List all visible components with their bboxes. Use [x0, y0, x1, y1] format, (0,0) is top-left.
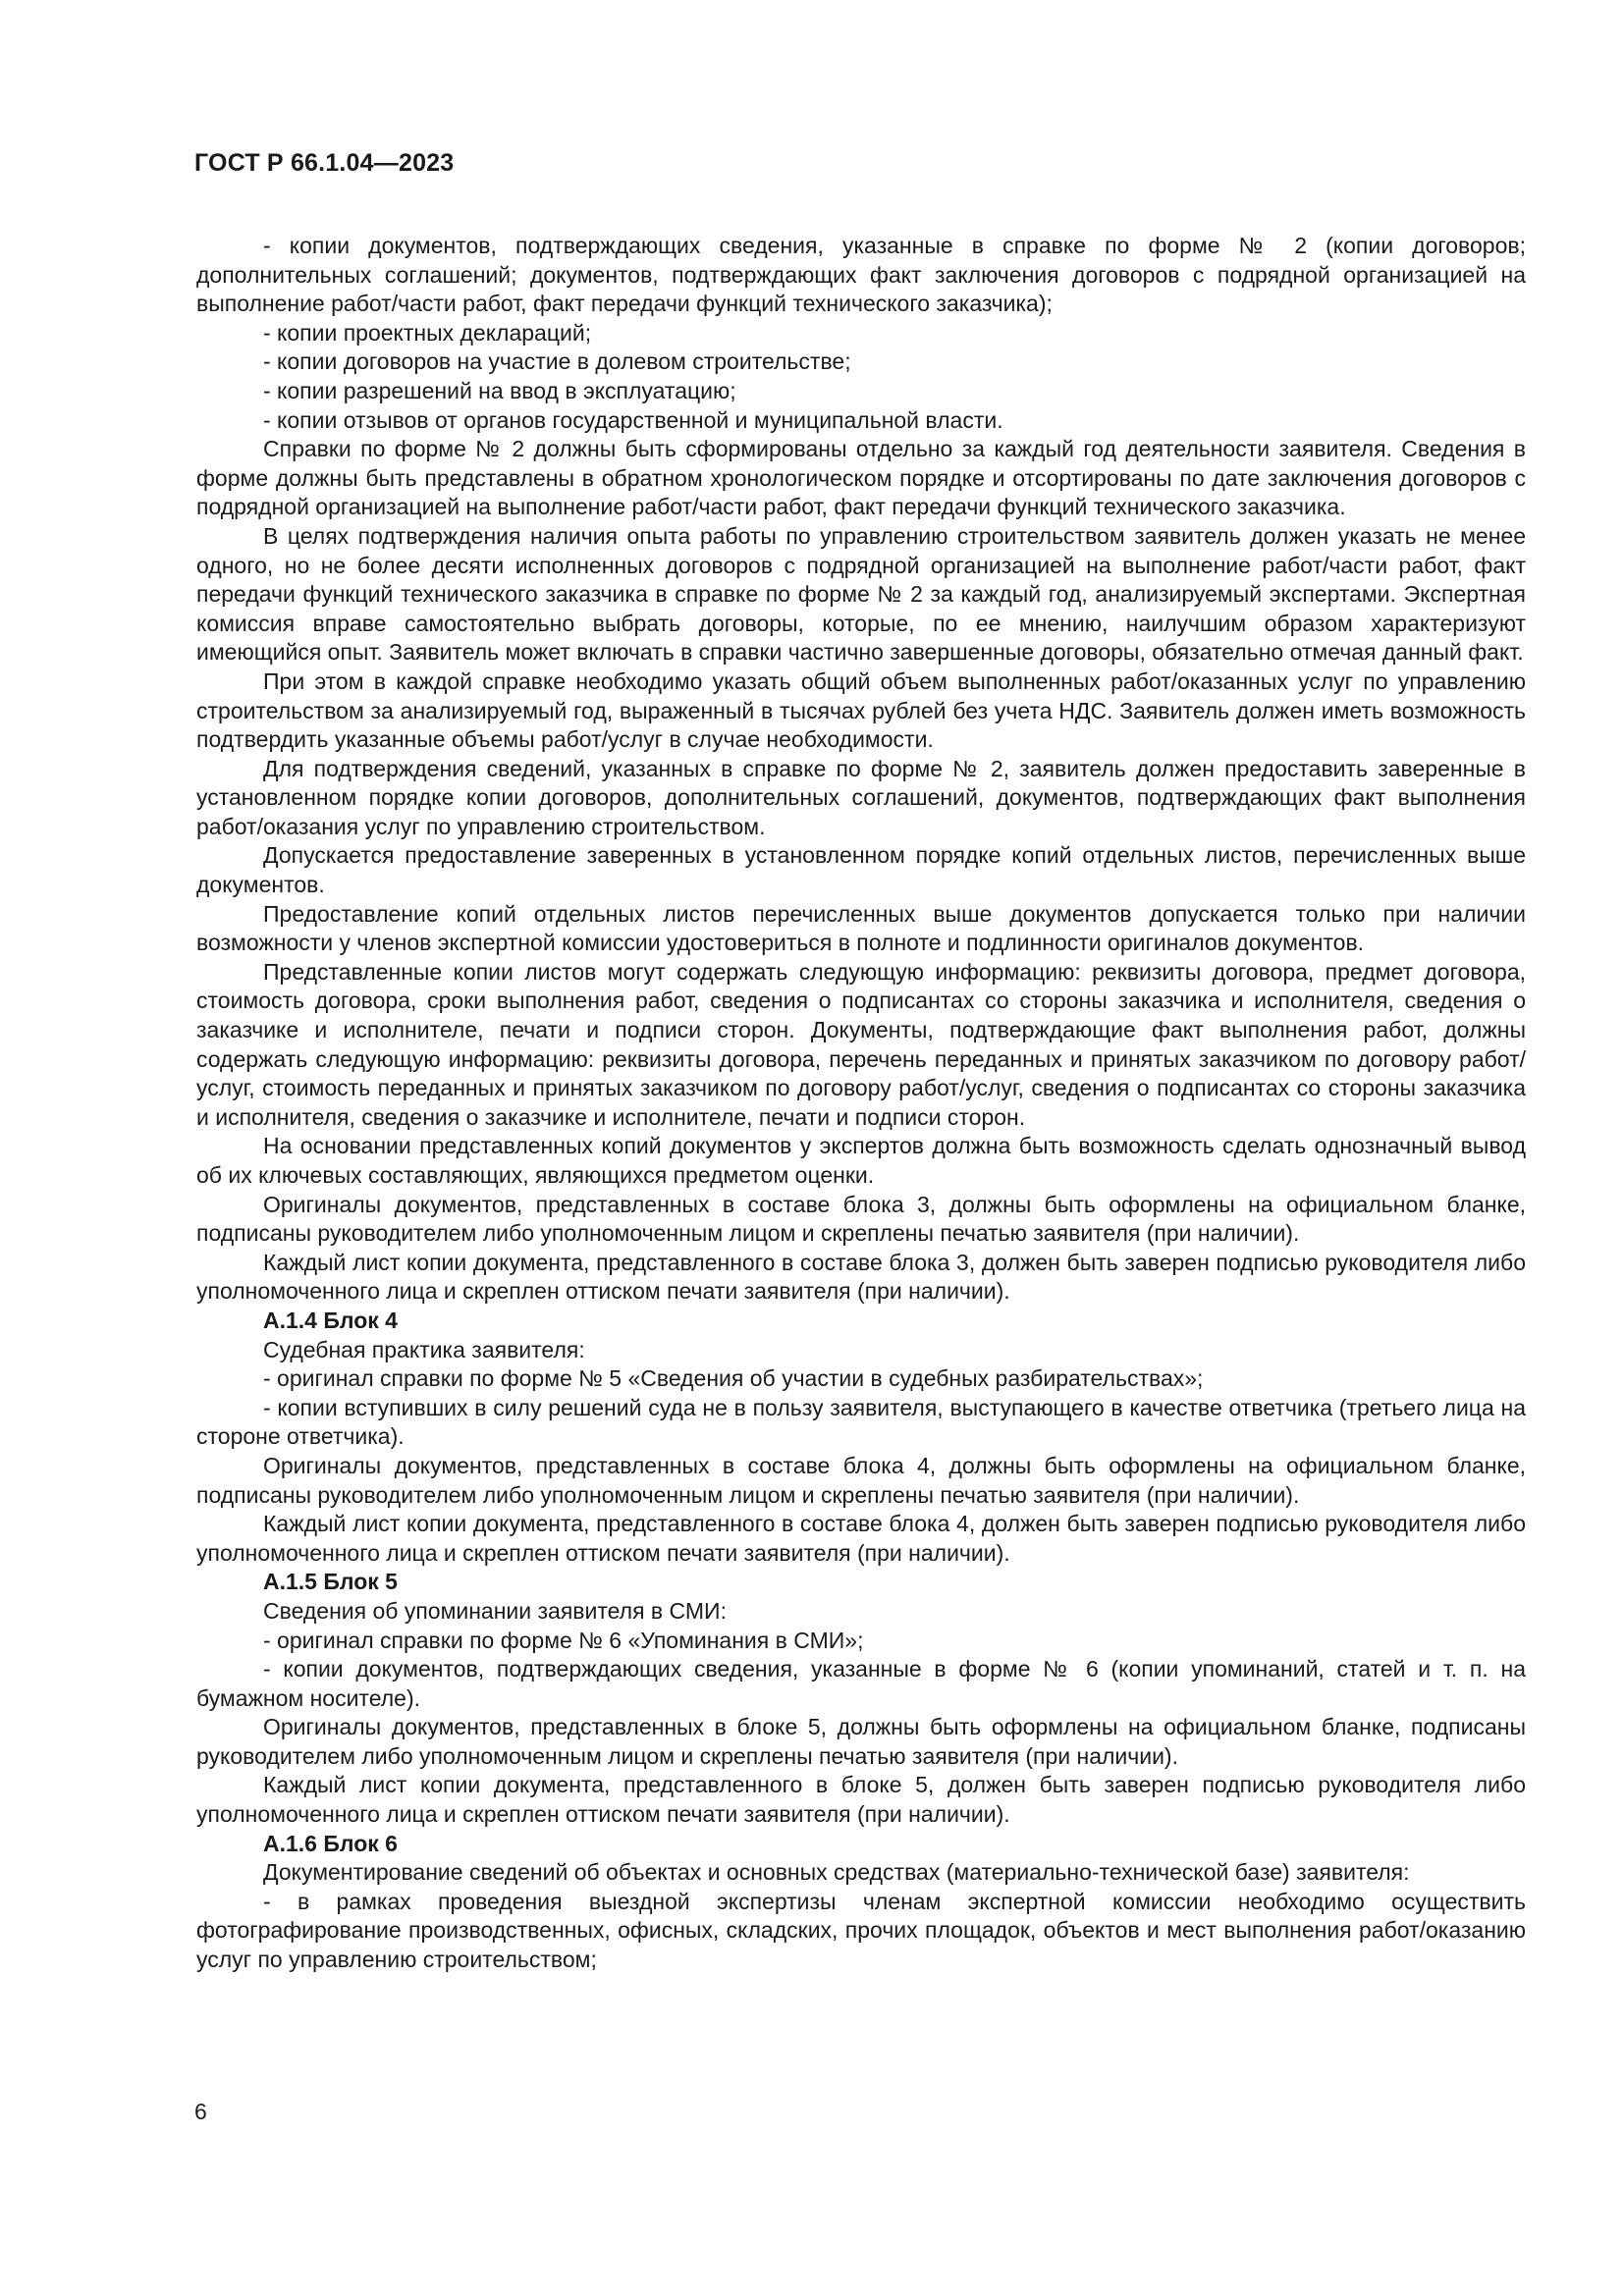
paragraph: Документирование сведений об объектах и основных средствах (материально-технической базе) заявителя:	[263, 1859, 1410, 1886]
paragraph: Для подтверждения сведений, указанных в справке по форме № 2, заявитель должен предоставить заверенные в установленном порядке копии договоров, дополнительных соглашений, документов, подтверждающих факт выполнения работ/оказания услуг по управлению строительством.	[196, 755, 1526, 839]
paragraph: При этом в каждой справке необходимо указать общий объем выполненных работ/оказанных услуг по управлению строительством за анализируемый год, выраженный в тысячах рублей без учета НДС. Заявитель должен иметь возможность подтвердить указанные объемы работ/услуг в случае необходимости.	[196, 667, 1526, 753]
page-number: 6	[194, 2099, 207, 2124]
paragraph: Представленные копии листов могут содержать следующую информацию: реквизиты договора, предмет договора, стоимость договора, сроки выполнения работ, сведения о подписантах со стороны заказчика и исполнителя, сведения о заказчике и исполнителе, печати и подписи сторон. Документы, подтверждающие факт выполнения работ, должны содержать следующую информацию: реквизиты договора, перечень переданных и принятых заказчиком по договору работ/услуг, стоимость переданных и принятых заказчиком по договору работ/услуг, сведения о подписантах со стороны заказчика и исполнителя, сведения о заказчике и исполнителе, печати и подписи сторон.	[196, 958, 1526, 1130]
list-item: - копии отзывов от органов государственной и муниципальной власти.	[263, 406, 1003, 433]
list-item: - копии разрешений на ввод в эксплуатацию;	[263, 377, 736, 403]
list-item: - копии документов, подтверждающих сведения, указанные в форме № 6 (копии упоминаний, статей и т. п. на бумажном носителе).	[196, 1656, 1526, 1711]
document-header: ГОСТ Р 66.1.04—2023	[194, 149, 455, 177]
paragraph: На основании представленных копий документов у экспертов должна быть возможность сделать однозначный вывод об их ключевых составляющих, являющихся предметом оценки.	[196, 1133, 1526, 1188]
document-body	[196, 232, 1526, 1975]
paragraph: Судебная практика заявителя:	[263, 1336, 585, 1362]
section-heading: А.1.6 Блок 6	[263, 1830, 398, 1856]
paragraph: Справки по форме № 2 должны быть сформированы отдельно за каждый год деятельности заявителя. Сведения в форме должны быть представлены в обратном хронологическом порядке и отсортированы по дате заключения договоров с подрядной организацией на выполнение работ/части работ, факт передачи функций технического заказчика.	[196, 436, 1526, 520]
paragraph: Оригиналы документов, представленных в составе блока 4, должны быть оформлены на официальном бланке, подписаны руководителем либо уполномоченным лицом и скреплены печатью заявителя (при наличии).	[196, 1452, 1526, 1508]
paragraph: Каждый лист копии документа, представленного в составе блока 4, должен быть заверен подписью руководителя либо уполномоченного лица и скреплен оттиском печати заявителя (при наличии).	[196, 1511, 1526, 1566]
section-heading: А.1.5 Блок 5	[263, 1569, 398, 1595]
paragraph: В целях подтверждения наличия опыта работы по управлению строительством заявитель должен указать не менее одного, но не более десяти исполненных договоров с подрядной организацией на выполнение работ/части работ, факт передачи функций технического заказчика в справке по форме № 2 за каждый год, анализируемый экспертами. Экспертная комиссия вправе самостоятельно выбрать договоры, которые, по ее мнению, наилучшим образом характеризуют имеющийся опыт. Заявитель может включать в справки частично завершенные договоры, обязательно отмечая данный факт.	[196, 522, 1526, 666]
section-heading: А.1.4 Блок 4	[263, 1307, 398, 1333]
list-item: - копии вступивших в силу решений суда не в пользу заявителя, выступающего в качестве ответчика (третьего лица на стороне ответчика).	[196, 1394, 1526, 1450]
list-item: - копии проектных деклараций;	[263, 319, 592, 346]
paragraph: Сведения об упоминании заявителя в СМИ:	[263, 1597, 727, 1624]
list-item: - оригинал справки по форме № 6 «Упоминания в СМИ»;	[263, 1627, 864, 1653]
list-item: - копии договоров на участие в долевом строительстве;	[263, 348, 851, 375]
paragraph: Каждый лист копии документа, представленного в блоке 5, должен быть заверен подписью руководителя либо уполномоченного лица и скреплен оттиском печати заявителя (при наличии).	[196, 1772, 1526, 1828]
list-item: - оригинал справки по форме № 5 «Сведения об участии в судебных разбирательствах»;	[263, 1365, 1204, 1392]
list-item: - копии документов, подтверждающих сведения, указанные в справке по форме № 2 (копии договоров; дополнительных соглашений; документов, подтверждающих факт заключения договоров с подрядной организацией на выполнение работ/части работ, факт передачи функций технического заказчика);	[196, 233, 1526, 317]
paragraph: Каждый лист копии документа, представленного в составе блока 3, должен быть заверен подписью руководителя либо уполномоченного лица и скреплен оттиском печати заявителя (при наличии).	[196, 1249, 1526, 1305]
paragraph: Оригиналы документов, представленных в составе блока 3, должны быть оформлены на официальном бланке, подписаны руководителем либо уполномоченным лицом и скреплены печатью заявителя (при наличии).	[196, 1191, 1526, 1247]
paragraph: Допускается предоставление заверенных в установленном порядке копий отдельных листов, перечисленных выше документов.	[196, 842, 1526, 898]
paragraph: Предоставление копий отдельных листов перечисленных выше документов допускается только при наличии возможности у членов экспертной комиссии удостовериться в полноте и подлинности оригиналов документов.	[196, 900, 1526, 956]
paragraph: Оригиналы документов, представленных в блоке 5, должны быть оформлены на официальном бланке, подписаны руководителем либо уполномоченным лицом и скреплены печатью заявителя (при наличии).	[196, 1714, 1526, 1769]
list-item: - в рамках проведения выездной экспертизы членам экспертной комиссии необходимо осуществить фотографирование производственных, офисных, складских, прочих площадок, объектов и мест выполнения работ/оказанию услуг по управлению строительством;	[196, 1888, 1526, 1973]
